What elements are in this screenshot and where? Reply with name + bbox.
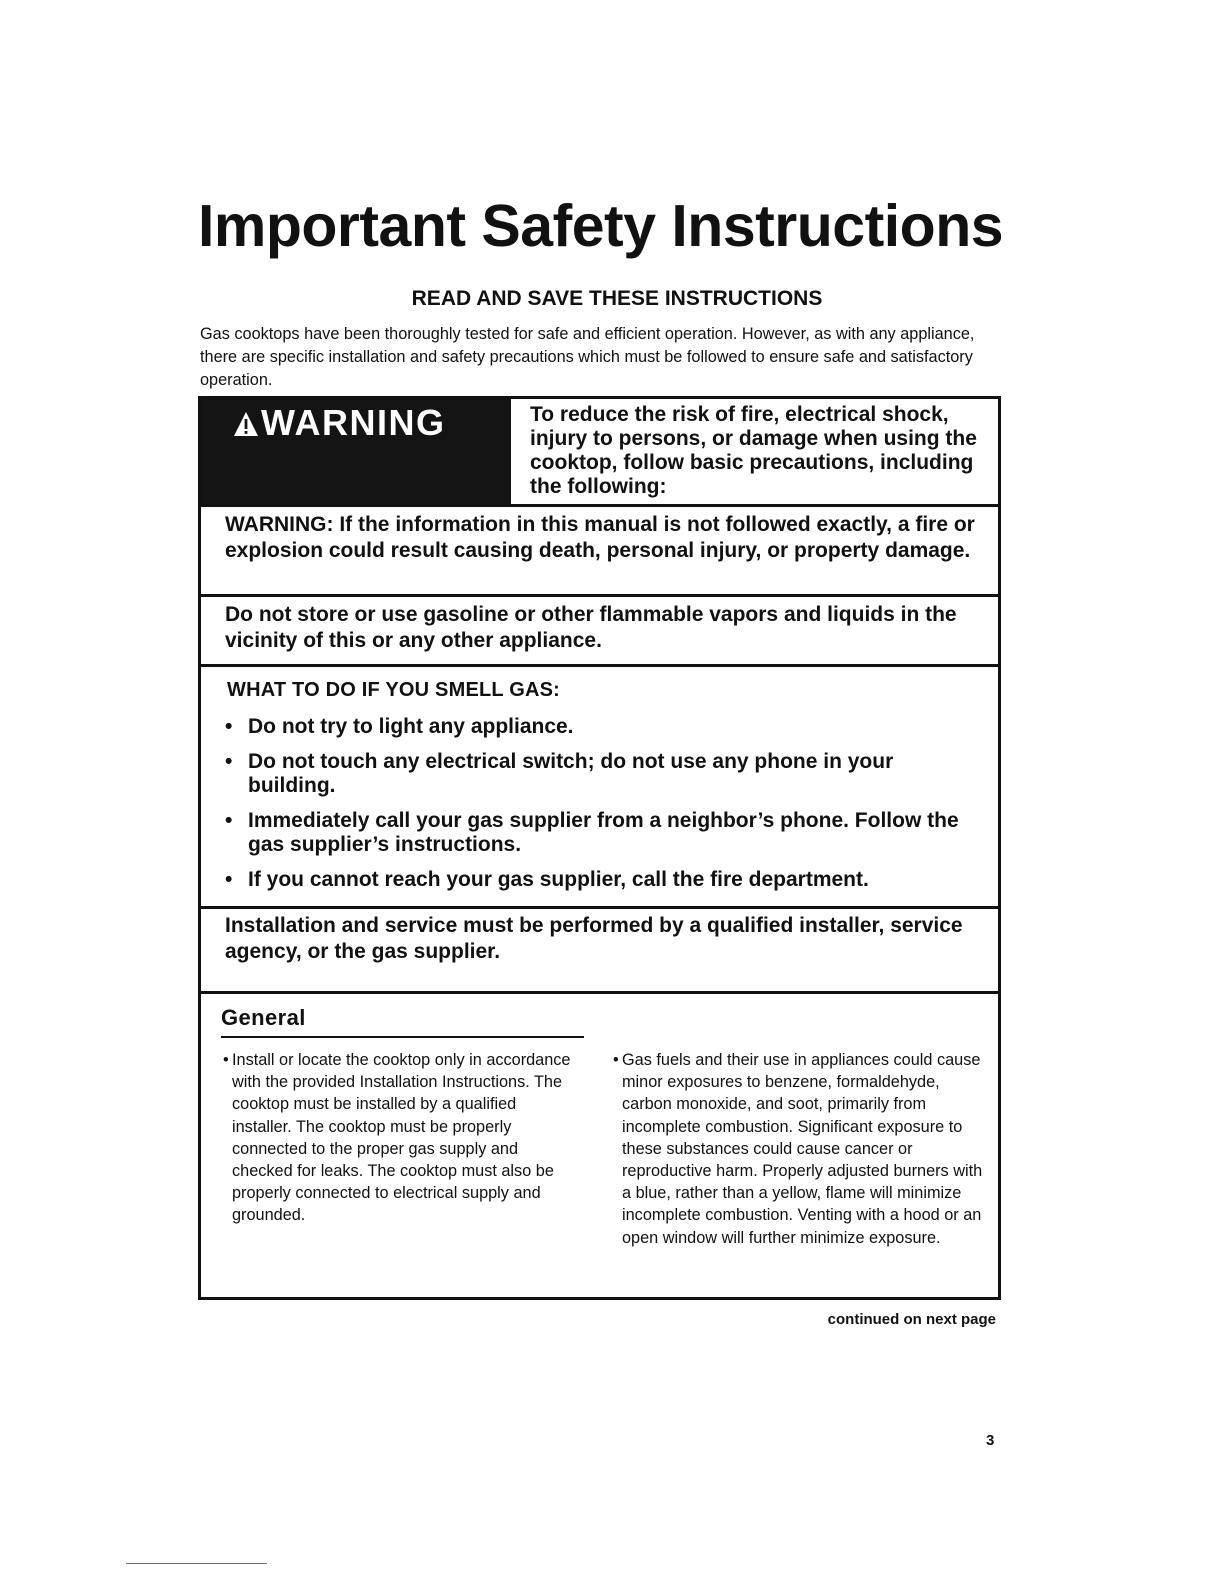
flammable-section (201, 597, 998, 667)
smell-gas-item (225, 715, 985, 739)
smell-gas-list (225, 715, 985, 903)
general-left-column (223, 1049, 574, 1227)
bullet-icon: • (225, 715, 233, 738)
bullet-icon: • (225, 750, 233, 773)
smell-gas-item-text: Immediately call your gas supplier from a neighbor’s phone. Follow the gas supplier’s instructions. (248, 809, 959, 856)
warning-precaution: To reduce the risk of fire, electrical shock, injury to persons, or damage when using the cooktop, follow basic precautions, including the following: (530, 403, 977, 498)
manual-warning-section (201, 507, 998, 597)
smell-gas-section (201, 667, 998, 909)
bullet-icon: • (613, 1051, 619, 1069)
general-title-rule (221, 1036, 584, 1038)
bullet-icon: • (225, 868, 233, 891)
smell-gas-heading: WHAT TO DO IF YOU SMELL GAS: (227, 679, 561, 701)
manual-warning-text: WARNING: If the information in this manual is not followed exactly, a fire or explosion could result causing death, personal injury, or property damage. (225, 513, 975, 562)
page-title: Important Safety Instructions (198, 193, 1004, 259)
bullet-icon: • (223, 1051, 229, 1069)
general-title: General (221, 1005, 306, 1030)
footer-rule (126, 1563, 267, 1564)
warning-triangle-icon (233, 411, 259, 437)
continued-note: continued on next page (827, 1311, 996, 1328)
page-number: 3 (986, 1432, 995, 1449)
warning-label (233, 402, 446, 444)
intro-paragraph: Gas cooktops have been thoroughly tested for safe and efficient operation. However, as with any appliance, there are specific installation and safety precautions which must be followed to ensure safe and satisfactory operation. (200, 325, 975, 389)
installation-section (201, 909, 998, 994)
smell-gas-item (225, 750, 985, 798)
smell-gas-item-text: If you cannot reach your gas supplier, call the fire department. (248, 868, 869, 891)
bullet-icon: • (225, 809, 233, 832)
safety-instructions-frame (198, 396, 1001, 1300)
general-right-text: Gas fuels and their use in appliances could cause minor exposures to benzene, formaldehyde, carbon monoxide, and soot, primarily from incomplete combustion. Significant exposure to these substances could cause cancer or reproductive harm. Properly adjusted burners with a blue, rather than a yellow, flame will minimize incomplete combustion. Venting with a hood or an open window will further minimize exposure. (622, 1051, 983, 1247)
page-subtitle: READ AND SAVE THESE INSTRUCTIONS (411, 287, 823, 310)
smell-gas-item (225, 868, 985, 892)
general-right-column (613, 1049, 987, 1249)
general-section (201, 994, 998, 1297)
smell-gas-item (225, 809, 985, 857)
smell-gas-item-text: Do not try to light any appliance. (248, 715, 574, 738)
warning-label-box (201, 399, 511, 504)
warning-label-text: WARNING (261, 402, 446, 443)
warning-header (201, 399, 998, 507)
installation-text: Installation and service must be performed by a qualified installer, service agency, or the gas supplier. (225, 914, 963, 963)
smell-gas-item-text: Do not touch any electrical switch; do not use any phone in your building. (248, 750, 894, 797)
flammable-text: Do not store or use gasoline or other flammable vapors and liquids in the vicinity of this or any other appliance. (225, 603, 957, 652)
general-left-text: Install or locate the cooktop only in accordance with the provided Installation Instructions. The cooktop must be installed by a qualified installer. The cooktop must be properly connected to the proper gas supply and checked for leaks. The cooktop must also be properly connected to electrical supply and grounded. (232, 1051, 571, 1225)
